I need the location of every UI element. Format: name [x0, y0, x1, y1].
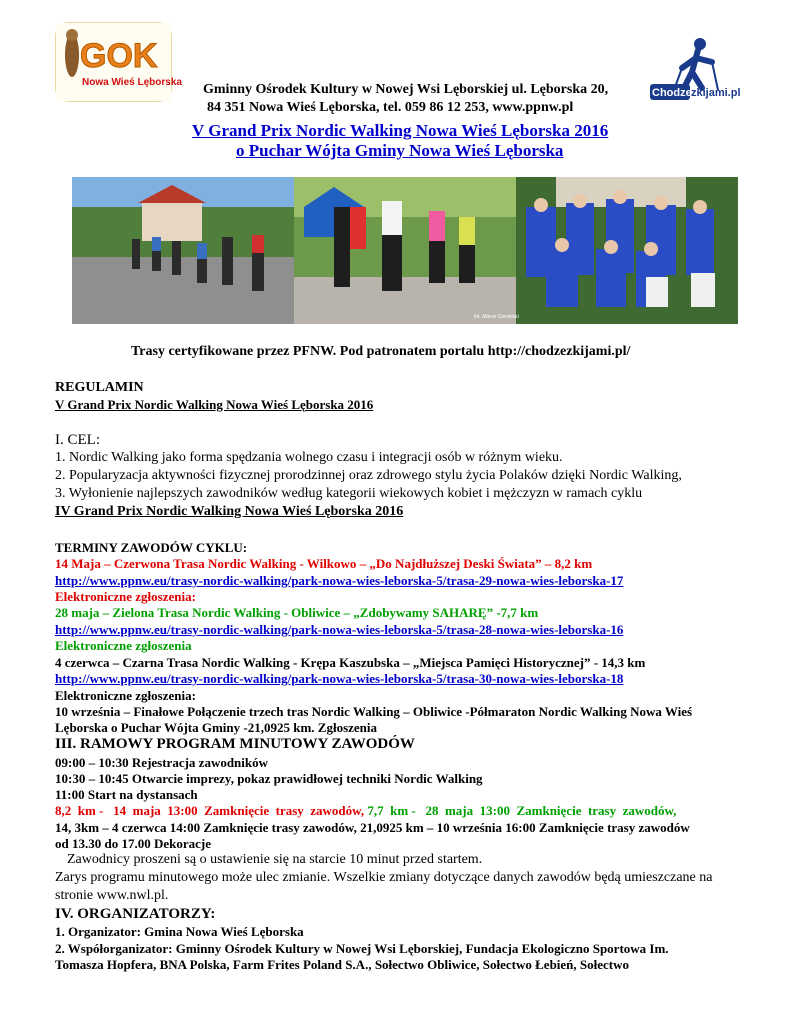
- cel-item-1: 1. Nordic Walking jako forma spędzania wolnego czasu i integracji osób w różnym wieku.: [55, 450, 563, 465]
- cel-heading: I. CEL:: [55, 432, 100, 448]
- svg-text:GOK: GOK: [80, 37, 158, 75]
- cel-item-4: IV Grand Prix Nordic Walking Nowa Wieś Lęborska 2016: [55, 504, 404, 519]
- program-note-1: Zawodnicy proszeni są o ustawienie się na starcie 10 minut przed startem.: [67, 852, 483, 867]
- cel-item-2: 2. Popularyzacja aktywności fizycznej prorodzinnej oraz zdrowego stylu życia Polaków dzięki Nordic Walking,: [55, 468, 682, 483]
- event-1-link[interactable]: http://www.ppnw.eu/trasy-nordic-walking/park-nowa-wies-leborska-5/trasa-29-nowa-wies-leborska-17: [55, 573, 624, 588]
- program-item-4-green: 7,7 km - 28 maja 13:00 Zamknięcie trasy zawodów,: [367, 803, 677, 818]
- address-line-1: Gminny Ośrodek Kultury w Nowej Wsi Lęborskiej ul. Lęborska 20,: [203, 82, 609, 97]
- regulamin-heading: REGULAMIN: [55, 380, 144, 395]
- chodzezkijami-logo: [640, 32, 752, 106]
- program-item-3: 11:00 Start na dystansach: [55, 787, 198, 802]
- photo-credit: fot. Marek Ciesielski: [474, 314, 519, 320]
- organizers-heading: IV. ORGANIZATORZY:: [55, 906, 216, 922]
- event-3-registration: Elektroniczne zgłoszenia:: [55, 688, 196, 703]
- program-heading: III. RAMOWY PROGRAM MINUTOWY ZAWODÓW: [55, 736, 415, 752]
- organizer-2-cont: Tomasza Hopfera, BNA Polska, Farm Frites Poland S.A., Sołectwo Obliwice, Sołectwo Łebień, Sołectwo: [55, 957, 630, 972]
- program-item-6: od 13.30 do 17.00 Dekoracje: [55, 836, 211, 851]
- photo-walkers-start: [294, 177, 516, 324]
- event-2-registration: Elektroniczne zgłoszenia: [55, 638, 192, 653]
- event-2-link[interactable]: http://www.ppnw.eu/trasy-nordic-walking/park-nowa-wies-leborska-5/trasa-28-nowa-wies-leborska-16: [55, 622, 624, 637]
- svg-text:zkijami.pl: zkijami.pl: [691, 87, 741, 99]
- program-item-5: 14, 3km – 4 czerwca 14:00 Zamknięcie trasy zawodów, 21,0925 km – 10 września 16:00 Zamknięcie trasy zawodów: [55, 820, 690, 835]
- event-4-title-cont: Lęborska o Puchar Wójta Gminy -21,0925 km. Zgłoszenia: [55, 720, 378, 735]
- program-note-2: Zarys programu minutowego może ulec zmianie. Wszelkie zmiany dotyczące danych zawodów będą umieszczane na: [55, 870, 713, 885]
- program-item-4-red: 8,2 km - 14 maja 13:00 Zamknięcie trasy zawodów,: [55, 803, 365, 818]
- program-item-4: [55, 803, 676, 819]
- photo-group: [516, 177, 738, 324]
- event-1-title: 14 Maja – Czerwona Trasa Nordic Walking - Wilkowo – „Do Najdłuższej Deski Świata” – 8,2 km: [55, 556, 593, 571]
- event-2-title: 28 maja – Zielona Trasa Nordic Walking - Obliwice – „Zdobywamy SAHARĘ” -7,7 km: [55, 605, 539, 620]
- program-item-2: 10:30 – 10:45 Otwarcie imprezy, pokaz prawidłowej techniki Nordic Walking: [55, 771, 483, 786]
- photo-strip: [72, 177, 738, 324]
- regulamin-subtitle: V Grand Prix Nordic Walking Nowa Wieś Lęborska 2016: [55, 397, 374, 412]
- address-line-2: 84 351 Nowa Wieś Lęborska, tel. 059 86 12 253, www.ppnw.pl: [207, 100, 574, 115]
- event-1-registration: Elektroniczne zgłoszenia:: [55, 589, 196, 604]
- program-item-1: 09:00 – 10:30 Rejestracja zawodników: [55, 755, 269, 770]
- certified-note: Trasy certyfikowane przez PFNW. Pod patronatem portalu http://chodzezkijami.pl/: [131, 344, 631, 359]
- cel-item-3: 3. Wyłonienie najlepszych zawodników według kategorii wiekowych kobiet i mężczyzn w ramach cyklu: [55, 486, 643, 501]
- photo-walkers-road: [72, 177, 294, 324]
- page-subtitle: o Puchar Wójta Gminy Nowa Wieś Lęborska: [236, 141, 564, 160]
- program-note-3: stronie www.nwl.pl.: [55, 888, 169, 903]
- organizer-2: 2. Współorganizator: Gminny Ośrodek Kultury w Nowej Wsi Lęborskiej, Fundacja Ekologiczno Sportowa Im.: [55, 941, 669, 956]
- svg-text:Chodze: Chodze: [652, 87, 692, 99]
- page-title: V Grand Prix Nordic Walking Nowa Wieś Lęborska 2016: [192, 121, 609, 140]
- gok-logo: [55, 22, 182, 102]
- event-4-title: 10 września – Finałowe Połączenie trzech tras Nordic Walking – Obliwice -Półmaraton Nordic Walking Nowa Wieś: [55, 704, 693, 719]
- event-3-title: 4 czerwca – Czarna Trasa Nordic Walking - Krępa Kaszubska – „Miejsca Pamięci Historycznej” - 14,3 km: [55, 655, 646, 670]
- terminy-heading: TERMINY ZAWODÓW CYKLU:: [55, 540, 248, 555]
- organizer-1: 1. Organizator: Gmina Nowa Wieś Lęborska: [55, 924, 304, 939]
- svg-text:Nowa Wieś Lęborska: Nowa Wieś Lęborska: [82, 77, 182, 88]
- event-3-link[interactable]: http://www.ppnw.eu/trasy-nordic-walking/park-nowa-wies-leborska-5/trasa-30-nowa-wies-leborska-18: [55, 671, 624, 686]
